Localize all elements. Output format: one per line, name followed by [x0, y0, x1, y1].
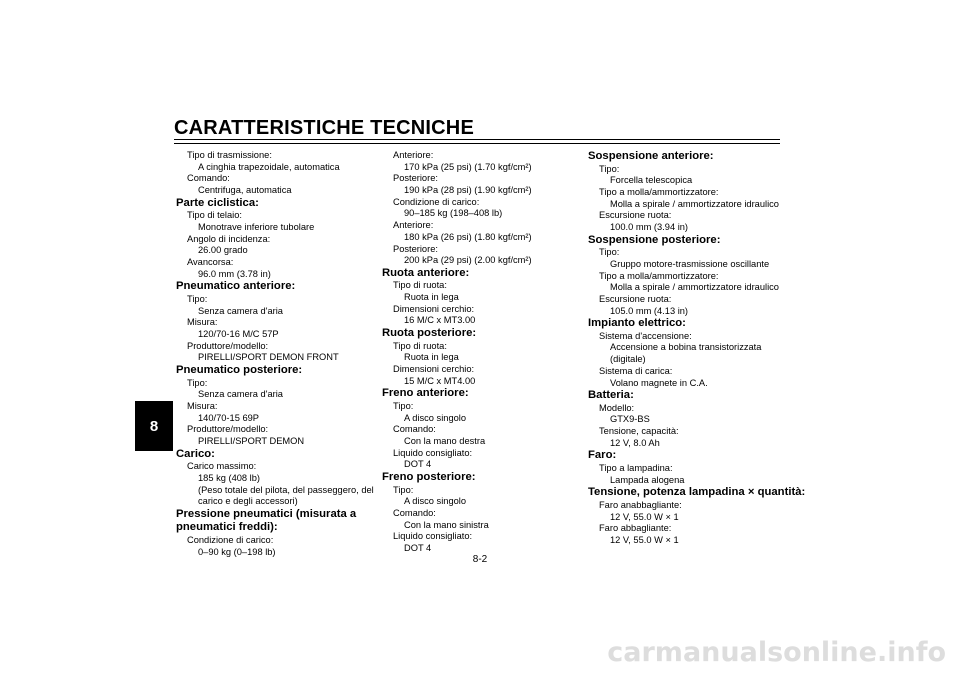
spec-value: 200 kPa (29 psi) (2.00 kgf/cm²)	[404, 255, 532, 266]
spec-value: A disco singolo	[404, 496, 467, 507]
spec-label: Dimensioni cerchio:	[393, 303, 475, 314]
chapter-tab: 8	[135, 401, 173, 451]
title-rule-top	[174, 139, 780, 140]
spec-column-2	[382, 150, 582, 555]
spec-label: Produttore/modello:	[187, 340, 269, 351]
page-title: CARATTERISTICHE TECNICHE	[174, 117, 474, 139]
spec-value: 185 kg (408 lb)	[198, 472, 261, 483]
section-heading: Freno anteriore:	[382, 387, 469, 400]
spec-value: Molla a spirale / ammortizzatore idraulico	[610, 198, 779, 209]
spec-label: Comando:	[393, 424, 436, 435]
spec-label: Tipo:	[187, 377, 208, 388]
spec-value: 120/70-16 M/C 57P	[198, 328, 279, 339]
spec-label: Tipo:	[393, 484, 414, 495]
spec-value: 190 kPa (28 psi) (1.90 kgf/cm²)	[404, 185, 532, 196]
spec-value: Gruppo motore-trasmissione oscillante	[610, 258, 770, 269]
spec-value: 96.0 mm (3.78 in)	[198, 268, 271, 279]
spec-label: Faro anabbagliante:	[599, 499, 682, 510]
spec-label: Comando:	[393, 507, 436, 518]
spec-value: Monotrave inferiore tubolare	[198, 221, 315, 232]
spec-label: Tipo a lampadina:	[599, 462, 673, 473]
section-heading: Pneumatico anteriore:	[176, 280, 296, 293]
spec-label: Modello:	[599, 402, 635, 413]
spec-label: Tipo:	[393, 400, 414, 411]
spec-value: 12 V, 55.0 W × 1	[610, 534, 679, 545]
spec-label: Produttore/modello:	[187, 424, 269, 435]
spec-value: DOT 4	[404, 542, 432, 553]
spec-label: Faro abbagliante:	[599, 523, 672, 534]
spec-value: Con la mano destra	[404, 435, 486, 446]
spec-label: Tipo a molla/ammortizzatore:	[599, 186, 719, 197]
spec-label: Posteriore:	[393, 173, 438, 184]
spec-label: Posteriore:	[393, 243, 438, 254]
spec-label: Carico massimo:	[187, 461, 257, 472]
spec-value: Senza camera d'aria	[198, 389, 283, 400]
section-heading: Ruota posteriore:	[382, 327, 477, 340]
spec-value: DOT 4	[404, 459, 432, 470]
spec-value: Centrifuga, automatica	[198, 185, 292, 196]
section-heading: Tensione, potenza lampadina × quantità:	[588, 486, 806, 499]
spec-label: Misura:	[187, 317, 218, 328]
spec-value: A disco singolo	[404, 412, 467, 423]
spec-value: A cinghia trapezoidale, automatica	[198, 161, 340, 172]
watermark: carmanualsonline.info	[607, 637, 946, 668]
spec-value: Lampada alogena	[610, 474, 685, 485]
spec-label: Misura:	[187, 400, 218, 411]
spec-value: Ruota in lega	[404, 352, 459, 363]
spec-label: Condizione di carico:	[187, 534, 274, 545]
spec-value: Ruota in lega	[404, 292, 459, 303]
title-rule-bottom	[174, 143, 780, 144]
spec-value: 12 V, 8.0 Ah	[610, 437, 660, 448]
section-heading: Carico:	[176, 447, 215, 460]
spec-value: 26.00 grado	[198, 245, 248, 256]
spec-value: 100.0 mm (3.94 in)	[610, 221, 689, 232]
spec-value: 16 M/C x MT3.00	[404, 315, 476, 326]
spec-label: Escursione ruota:	[599, 210, 672, 221]
spec-value: Senza camera d'aria	[198, 305, 283, 316]
spec-label: Tipo:	[599, 163, 620, 174]
spec-value: 15 M/C x MT4.00	[404, 375, 476, 386]
spec-label: Liquido consigliato:	[393, 531, 473, 542]
spec-label: Escursione ruota:	[599, 293, 672, 304]
spec-label: Tensione, capacità:	[599, 426, 679, 437]
section-heading: Ruota anteriore:	[382, 266, 470, 279]
spec-value: 140/70-15 69P	[198, 412, 259, 423]
spec-value: 90–185 kg (198–408 lb)	[404, 208, 503, 219]
spec-column-3	[588, 150, 806, 547]
spec-label: Liquido consigliato:	[393, 447, 473, 458]
section-heading: Pneumatico posteriore:	[176, 364, 303, 376]
spec-label: Avancorsa:	[187, 257, 234, 267]
spec-value: Volano magnete in C.A.	[610, 377, 708, 388]
spec-label: Comando:	[187, 173, 230, 184]
spec-value: PIRELLI/SPORT DEMON	[198, 435, 305, 446]
section-heading: Impianto elettrico:	[588, 317, 686, 330]
spec-value: GTX9-BS	[610, 414, 650, 425]
spec-label: Tipo:	[599, 247, 620, 258]
spec-value: (Peso totale del pilota, del passeggero, del	[198, 484, 374, 495]
spec-label: Tipo di ruota:	[393, 280, 447, 291]
spec-value: 170 kPa (25 psi) (1.70 kgf/cm²)	[404, 161, 532, 172]
spec-value: carico e degli accessori)	[198, 496, 298, 507]
spec-value: Molla a spirale / ammortizzatore idraulico	[610, 282, 779, 293]
spec-label: Tipo:	[187, 293, 208, 304]
section-heading: pneumatici freddi):	[176, 521, 278, 534]
spec-value: Accensione a bobina transistorizzata	[610, 342, 762, 353]
spec-value: Forcella telescopica	[610, 175, 693, 186]
spec-label: Angolo di incidenza:	[187, 233, 271, 244]
spec-label: Anteriore:	[393, 150, 434, 160]
spec-value: PIRELLI/SPORT DEMON FRONT	[198, 352, 339, 363]
spec-value: (digitale)	[610, 354, 646, 365]
spec-label: Tipo a molla/ammortizzatore:	[599, 270, 719, 281]
spec-label: Sistema di carica:	[599, 365, 673, 376]
section-heading: Sospensione posteriore:	[588, 233, 721, 246]
spec-label: Condizione di carico:	[393, 196, 480, 207]
spec-value: Con la mano sinistra	[404, 519, 489, 530]
section-heading: Batteria:	[588, 389, 634, 402]
section-heading: Sospensione anteriore:	[588, 150, 714, 162]
spec-value: 105.0 mm (4.13 in)	[610, 305, 689, 316]
spec-value: 12 V, 55.0 W × 1	[610, 511, 679, 522]
section-heading: Faro:	[588, 449, 617, 462]
section-heading: Parte ciclistica:	[176, 196, 259, 209]
section-heading: Pressione pneumatici (misurata a	[176, 507, 357, 520]
spec-label: Tipo di telaio:	[187, 210, 242, 221]
spec-label: Dimensioni cerchio:	[393, 364, 475, 374]
spec-label: Sistema d'accensione:	[599, 330, 692, 341]
spec-label: Anteriore:	[393, 220, 434, 231]
spec-label: Tipo di ruota:	[393, 340, 447, 351]
spec-value: 0–90 kg (0–198 lb)	[198, 546, 276, 557]
spec-value: 180 kPa (26 psi) (1.80 kgf/cm²)	[404, 231, 532, 242]
section-heading: Freno posteriore:	[382, 471, 476, 483]
spec-label: Tipo di trasmissione:	[187, 150, 272, 160]
spec-column-1	[176, 150, 376, 558]
page-number: 8-2	[472, 554, 488, 565]
